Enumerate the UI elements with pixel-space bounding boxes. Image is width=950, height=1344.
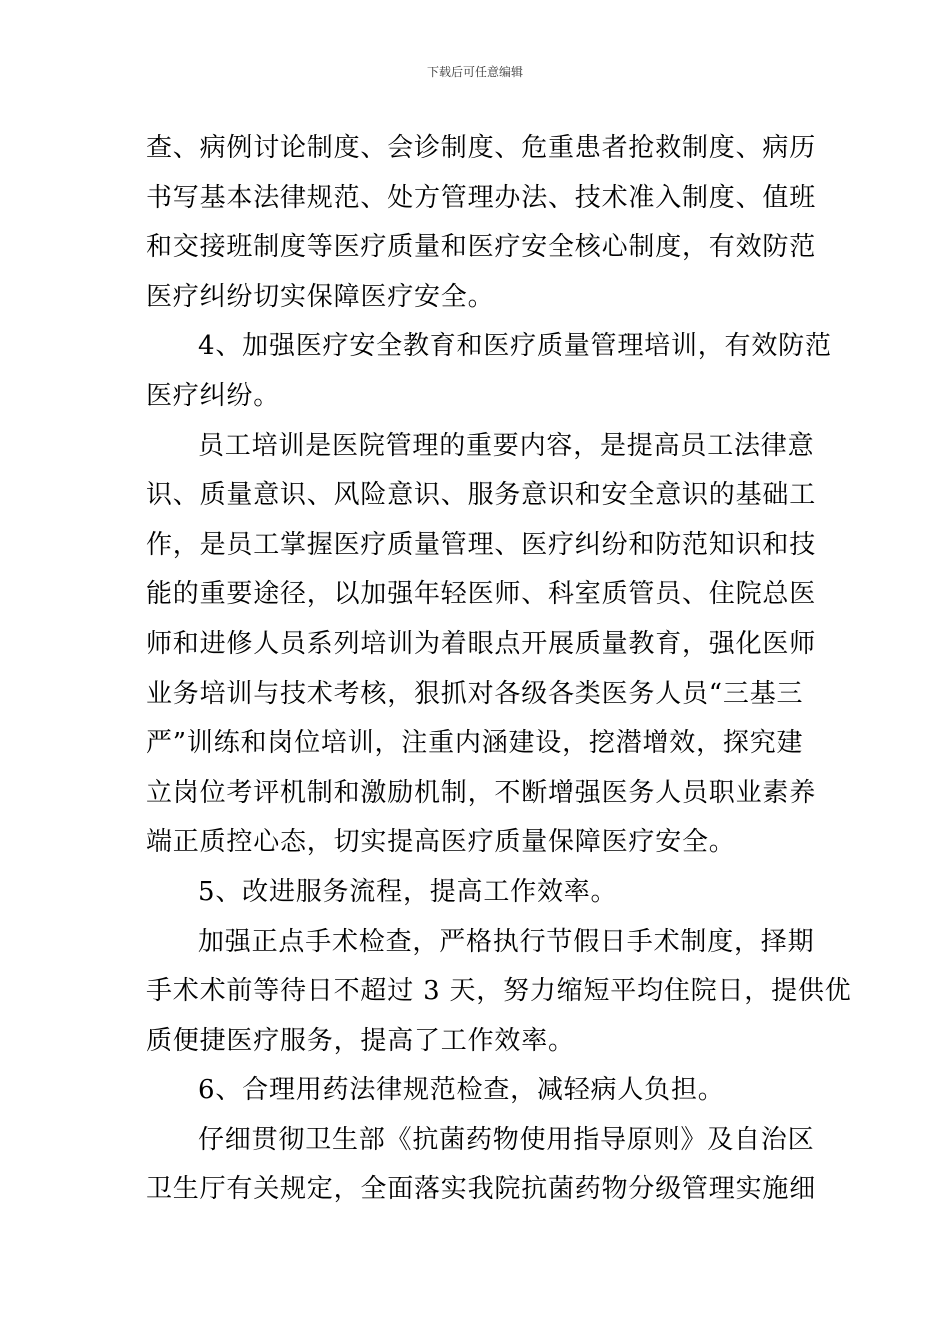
text-line: 加强正点手术检查，严格执行节假日手术制度，择期: [198, 926, 815, 957]
page-header: 下载后可任意编辑: [426, 65, 523, 79]
text-line: 能的重要途径，以加强年轻医师、科室质管员、住院总医: [146, 579, 817, 610]
text-line: 立岗位考评机制和激励机制，不断增强医务人员职业素养: [146, 777, 817, 808]
paragraph: [146, 422, 817, 868]
text-line: 作，是员工掌握医疗质量管理、医疗纠纷和防范知识和技: [146, 529, 817, 560]
paragraph: [146, 868, 808, 918]
text-line: 仔细贯彻卫生部《抗菌药物使用指导原则》及自治区: [198, 1124, 815, 1155]
text-line: 医疗纠纷切实保障医疗安全。: [146, 281, 495, 312]
paragraph: [146, 124, 817, 322]
text-line: 书写基本法律规范、处方管理办法、技术准入制度、值班: [146, 182, 817, 213]
text-line: 查、病例讨论制度、会诊制度、危重患者抢救制度、病历: [146, 133, 817, 163]
text-line: 6、合理用药法律规范检查，减轻病人负担。: [198, 1075, 725, 1106]
text-line: 严”训练和岗位培训，注重内涵建设，挖潜增效，探究建: [146, 728, 804, 759]
text-line: 员工培训是医院管理的重要内容，是提高员工法律意: [198, 430, 815, 461]
text-line: 和交接班制度等医疗质量和医疗安全核心制度，有效防范: [146, 232, 817, 263]
text-line: 业务培训与技术考核，狠抓对各级各类医务人员“三基三: [146, 678, 804, 709]
paragraph: [146, 918, 852, 1067]
paragraph: [146, 1116, 817, 1215]
text-line: 质便捷医疗服务，提高了工作效率。: [146, 1025, 575, 1056]
text-line: 识、质量意识、风险意识、服务意识和安全意识的基础工: [146, 480, 817, 511]
text-line: 4、加强医疗安全教育和医疗质量管理培训，有效防范: [198, 331, 832, 362]
text-line: 卫生厅有关规定，全面落实我院抗菌药物分级管理实施细: [146, 1174, 817, 1205]
paragraph: [146, 1066, 808, 1116]
text-line: 手术术前等待日不超过 3 天，努力缩短平均住院日，提供优: [146, 976, 852, 1007]
text-line: 师和进修人员系列培训为着眼点开展质量教育，强化医师: [146, 628, 817, 659]
text-line: 医疗纠纷。: [146, 380, 281, 411]
paragraph: [146, 322, 832, 421]
text-line: 端正质控心态，切实提高医疗质量保障医疗安全。: [146, 827, 736, 858]
text-line: 5、改进服务流程，提高工作效率。: [198, 876, 618, 907]
document-body: [146, 124, 852, 1215]
